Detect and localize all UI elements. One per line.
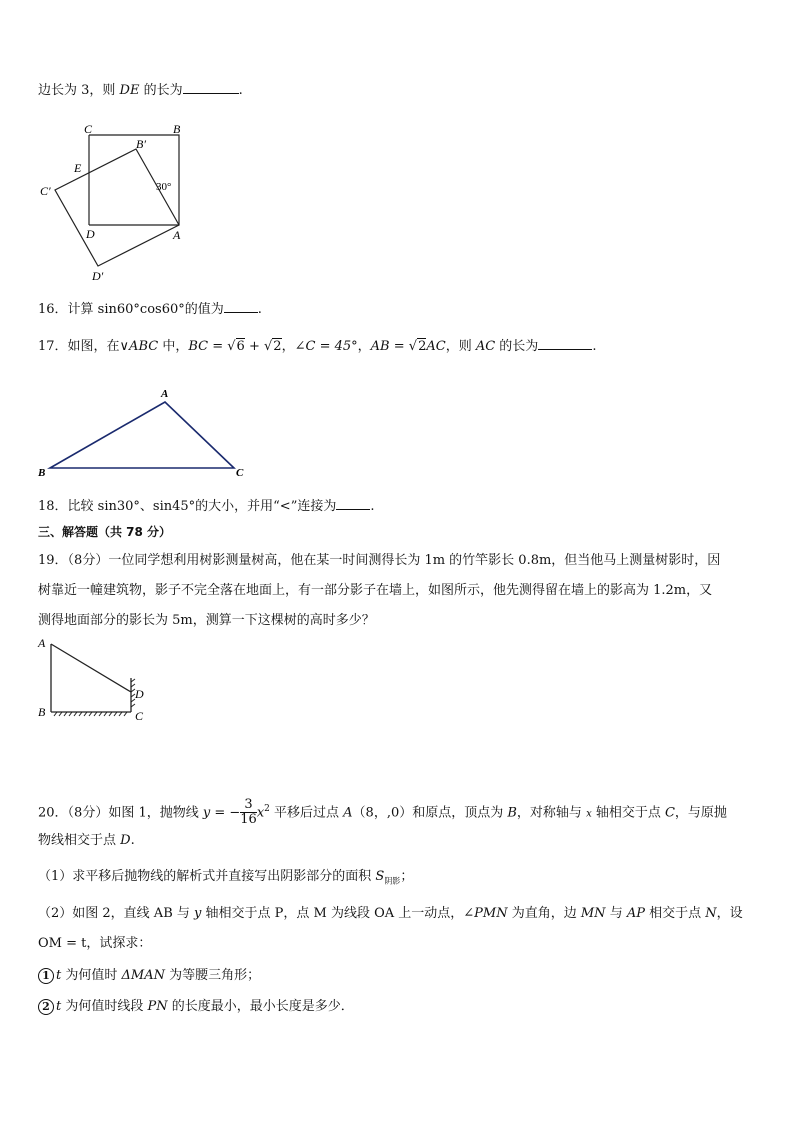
q20-s1a: t	[56, 968, 62, 983]
figure-q17	[34, 384, 254, 480]
answer-blank	[538, 337, 592, 350]
label-A: A	[173, 228, 181, 242]
q16-text: 16．计算 sin60°cos60°的值为	[38, 302, 224, 317]
question-20-sub1	[38, 966, 260, 986]
question-19	[38, 546, 758, 636]
q18-text: 18．比较 sin30°、sin45°的大小，并用“<”连接为	[38, 499, 337, 514]
q17-ac: AC	[426, 339, 446, 354]
figure-q15	[34, 118, 194, 288]
q20-s2a: t	[56, 999, 62, 1014]
q20-x: x	[256, 805, 265, 821]
label-Cprime: C′	[40, 184, 51, 198]
q18-end: .	[370, 499, 375, 514]
q20-ptD: D	[120, 833, 131, 848]
answer-blank	[224, 300, 258, 313]
q15-text: 边长为 3，则	[38, 83, 120, 98]
q17-then: ，则	[445, 339, 476, 354]
q17-sep2: ，	[357, 339, 371, 354]
q20-s1b: 为何值时	[61, 968, 122, 983]
q19-line3: 测得地面部分的影长为 5m，测算一下这棵树的高时多少？	[38, 613, 375, 628]
q17-mid: 中，	[158, 339, 189, 354]
label-A: A	[161, 388, 169, 400]
q20-p2y: y	[194, 906, 202, 921]
question-18	[38, 497, 375, 517]
hatching	[54, 679, 135, 716]
circled-number: 1	[38, 968, 54, 984]
q20-intro-e: ，与原抛	[674, 805, 727, 821]
q20-ptA: A	[343, 805, 353, 821]
q20-s1c: ΔMAN	[121, 968, 165, 983]
label-Bprime: B′	[136, 137, 146, 151]
label-C: C	[236, 467, 244, 479]
q19-line1: 19．（8分）一位同学想利用树影测量树高，他在某一时间测得长为 1m 的竹竿影长 0.8m，但当他马上测量树影时，因	[38, 553, 721, 568]
q20-p2b: 轴相交于点 P，点 M 为线段 OA 上一动点，	[201, 906, 464, 921]
question-20-part1	[38, 867, 413, 892]
q20-line2a: 物线相交于点	[38, 833, 121, 848]
q20-p2d: 与	[605, 906, 627, 921]
question-20-line1	[38, 789, 727, 834]
q20-intro-c: ，对称轴与	[516, 805, 587, 821]
label-B: B	[38, 467, 46, 479]
sqrt-sign: √	[227, 339, 236, 354]
q20-line2b: .	[130, 833, 135, 848]
q20-intro-d: 轴相交于点	[591, 805, 665, 821]
q20-xaxis: x	[586, 808, 592, 820]
label-C: C	[135, 709, 144, 723]
sqrt-sign: √	[264, 339, 273, 354]
q17-sep1: ，	[281, 339, 295, 354]
question-16	[38, 300, 262, 320]
q20-s1d: 为等腰三角形；	[164, 968, 261, 983]
sqrt-sign: √	[408, 339, 418, 354]
question-20-setup: OM = t，试探求：	[38, 936, 152, 951]
triangle-abc	[50, 402, 234, 468]
q17-bc: BC =	[188, 339, 228, 354]
q20-y-eq: y = −	[202, 805, 241, 821]
sun-ray	[51, 644, 131, 692]
q20-intro-b: 平移后过点	[269, 805, 344, 821]
q17-suffix: 的长为	[495, 339, 539, 354]
q20-ptC: C	[664, 805, 675, 821]
q20-s2b: 为何值时线段	[61, 999, 148, 1014]
answer-blank	[336, 497, 370, 510]
label-B: B	[173, 122, 181, 136]
q20-p2e: 相交于点	[644, 906, 706, 921]
circled-number: 2	[38, 999, 54, 1015]
question-20-part2	[38, 904, 743, 924]
q20-p2n: N	[705, 906, 717, 921]
q17-ac2: AC	[475, 339, 496, 354]
label-B: B	[38, 705, 46, 719]
q20-p2f: ，设	[716, 906, 743, 921]
answer-blank	[183, 81, 239, 94]
q16-end: .	[257, 302, 262, 317]
q20-ptB: B	[507, 805, 517, 821]
q20-p2ap: AP	[626, 906, 645, 921]
label-D: D	[135, 687, 144, 701]
q20-exp: 2	[264, 804, 270, 814]
q20-S: S	[375, 869, 385, 884]
fraction-num: 3	[244, 797, 253, 813]
q20-p2c: 为直角，边	[507, 906, 581, 921]
q20-s2c: PN	[147, 999, 168, 1014]
q20-intro-a: 20．（8分）如图 1，抛物线	[38, 805, 203, 821]
label-C: C	[84, 122, 93, 136]
square-edge-top	[89, 135, 179, 225]
q17-angle: ∠C = 45°	[294, 339, 358, 354]
q20-p2mn: MN	[580, 906, 606, 921]
label-D: D	[86, 227, 95, 241]
q20-p2a: （2）如图 2，直线 AB 与	[38, 906, 195, 921]
angle-label: 30°	[156, 181, 172, 193]
q17-two: 2	[273, 339, 282, 354]
q17-prefix: 17．如图，在	[38, 339, 120, 354]
question-20-line2	[38, 831, 135, 851]
q20-Ssub: 阴影	[384, 876, 401, 886]
q20-p1end: ；	[400, 869, 414, 884]
q15-suffix: 的长为	[139, 83, 183, 98]
label-Dprime: D′	[92, 269, 104, 283]
q19-line2: 树靠近一幢建筑物，影子不完全落在地面上，有一部分影子在墙上，如图所示，他先测得留在墙上的影高为 1.2m，又	[38, 583, 713, 598]
q20-p1: （1）求平移后抛物线的解析式并直接写出阴影部分的面积	[38, 869, 376, 884]
figure-q19	[34, 634, 164, 724]
section-heading: 三、解答题（共 78 分）	[38, 525, 172, 539]
q15-tail	[38, 81, 243, 101]
label-E: E	[74, 161, 82, 175]
fraction	[240, 798, 257, 827]
q17-two2: 2	[418, 339, 427, 354]
q15-end: .	[238, 83, 243, 98]
q20-p2ang: ∠PMN	[463, 906, 508, 921]
label-A: A	[38, 636, 46, 650]
q15-var: DE	[119, 83, 140, 98]
q17-triangle: ∨ABC	[119, 339, 159, 354]
q20-s2d: 的长度最小，最小长度是多少．	[167, 999, 354, 1014]
q17-plus: +	[244, 339, 264, 354]
q20-coords: （8，,0）和原点，顶点为	[352, 805, 508, 821]
question-20-sub2	[38, 997, 354, 1017]
q17-ab: AB =	[370, 339, 409, 354]
q17-six: 6	[236, 339, 245, 354]
q17-end: .	[592, 339, 597, 354]
question-17	[38, 337, 596, 357]
fraction-den: 16	[240, 812, 257, 828]
